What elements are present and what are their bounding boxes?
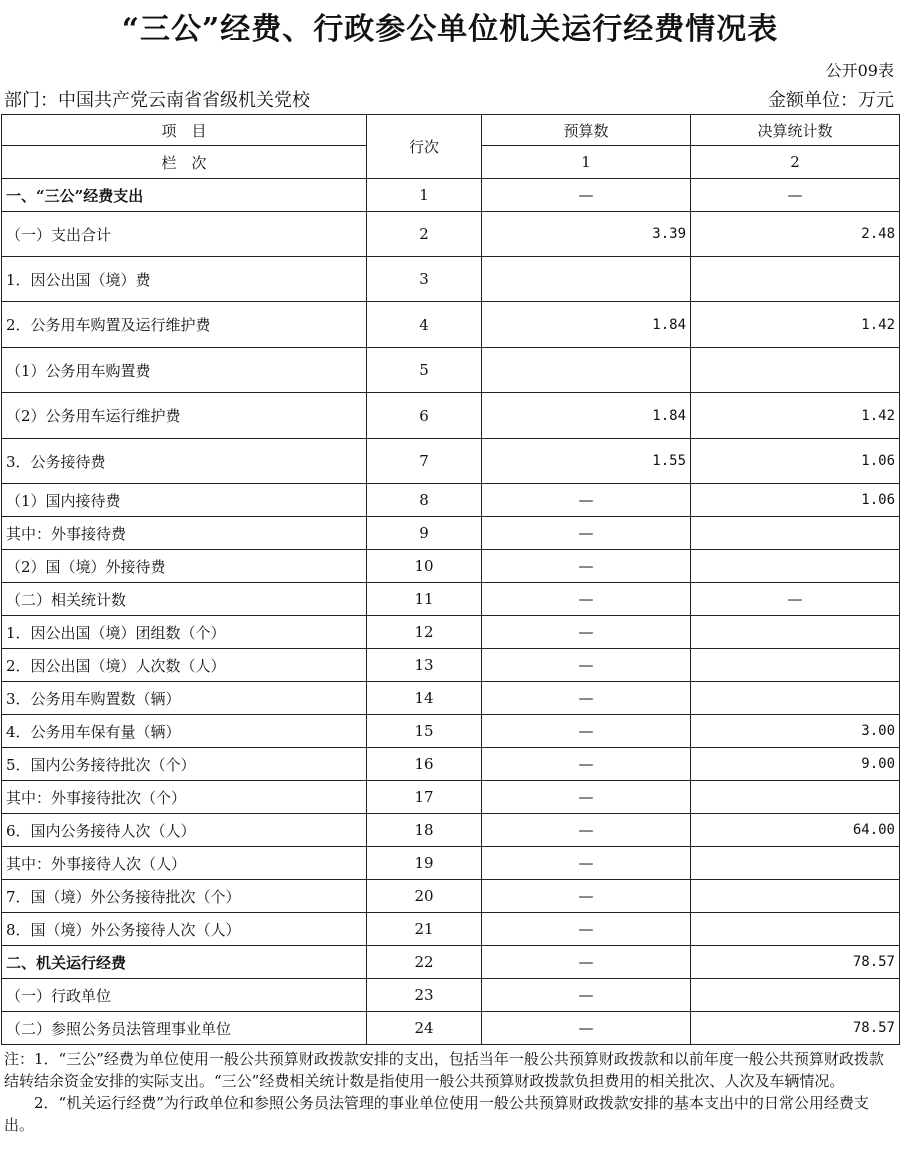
row-label: （1）国内接待费	[2, 484, 367, 517]
final-value	[691, 257, 900, 302]
row-label: （一）行政单位	[2, 979, 367, 1012]
final-value: 1.06	[691, 439, 900, 484]
row-label: 二、机关运行经费	[2, 946, 367, 979]
final-value	[691, 913, 900, 946]
budget-value: —	[482, 715, 691, 748]
table-row	[2, 649, 900, 682]
header-row-number: 行次	[367, 115, 482, 179]
final-value: 78.57	[691, 946, 900, 979]
row-label: 8．国（境）外公务接待人次（人）	[2, 913, 367, 946]
table-row	[2, 814, 900, 847]
table-row	[2, 715, 900, 748]
budget-value: —	[482, 814, 691, 847]
row-label: （2）国（境）外接待费	[2, 550, 367, 583]
row-label: 2．公务用车购置及运行维护费	[2, 302, 367, 348]
row-label: （1）公务用车购置费	[2, 348, 367, 393]
final-value	[691, 880, 900, 913]
row-number: 11	[367, 583, 482, 616]
final-value	[691, 847, 900, 880]
row-number: 19	[367, 847, 482, 880]
row-number: 12	[367, 616, 482, 649]
budget-value: —	[482, 1012, 691, 1045]
header-row	[2, 115, 900, 146]
row-number: 17	[367, 781, 482, 814]
budget-value: —	[482, 649, 691, 682]
budget-value: —	[482, 682, 691, 715]
budget-value: —	[482, 781, 691, 814]
row-number: 24	[367, 1012, 482, 1045]
final-value: 78.57	[691, 1012, 900, 1045]
table-row	[2, 517, 900, 550]
footnotes	[4, 1048, 894, 1136]
final-value	[691, 649, 900, 682]
budget-value: —	[482, 583, 691, 616]
row-number: 9	[367, 517, 482, 550]
final-value: 9.00	[691, 748, 900, 781]
budget-value: —	[482, 616, 691, 649]
row-number: 8	[367, 484, 482, 517]
table-row	[2, 682, 900, 715]
budget-value: —	[482, 484, 691, 517]
row-label: 3．公务用车购置数（辆）	[2, 682, 367, 715]
row-label: 其中：外事接待人次（人）	[2, 847, 367, 880]
row-label: 3．公务接待费	[2, 439, 367, 484]
note-2: 2．“机关运行经费”为行政单位和参照公务员法管理的事业单位使用一般公共预算财政拨款安排的基本支出中的日常公用经费支出。	[4, 1094, 869, 1134]
row-number: 20	[367, 880, 482, 913]
header-col2: 2	[691, 146, 900, 179]
budget-value: —	[482, 517, 691, 550]
table-row	[2, 583, 900, 616]
row-number: 5	[367, 348, 482, 393]
amount-unit-label: 金额单位：万元	[768, 90, 894, 111]
row-number: 23	[367, 979, 482, 1012]
budget-value: —	[482, 880, 691, 913]
table-row	[2, 1012, 900, 1045]
expense-table	[1, 114, 900, 1045]
final-value: —	[691, 179, 900, 212]
department-label: 部门：中国共产党云南省省级机关党校	[4, 90, 310, 111]
final-value	[691, 781, 900, 814]
row-label: 5．国内公务接待批次（个）	[2, 748, 367, 781]
table-row	[2, 348, 900, 393]
table-row	[2, 847, 900, 880]
final-value	[691, 682, 900, 715]
row-number: 14	[367, 682, 482, 715]
row-number: 6	[367, 393, 482, 439]
final-value: 1.42	[691, 302, 900, 348]
budget-value	[482, 257, 691, 302]
row-number: 16	[367, 748, 482, 781]
final-value	[691, 979, 900, 1012]
row-number: 22	[367, 946, 482, 979]
table-row	[2, 257, 900, 302]
row-label: 一、“三公”经费支出	[2, 179, 367, 212]
header-col1: 1	[482, 146, 691, 179]
budget-value: —	[482, 946, 691, 979]
row-number: 21	[367, 913, 482, 946]
row-number: 2	[367, 212, 482, 257]
budget-value: —	[482, 550, 691, 583]
budget-value: —	[482, 179, 691, 212]
row-number: 15	[367, 715, 482, 748]
budget-value: —	[482, 847, 691, 880]
header-budget: 预算数	[482, 115, 691, 146]
row-label: 2．因公出国（境）人次数（人）	[2, 649, 367, 682]
table-row	[2, 748, 900, 781]
row-label: 7．国（境）外公务接待批次（个）	[2, 880, 367, 913]
budget-value: 3.39	[482, 212, 691, 257]
table-row	[2, 212, 900, 257]
table-row	[2, 781, 900, 814]
page-title: “三公”经费、行政参公单位机关运行经费情况表	[121, 12, 779, 47]
row-label: 4．公务用车保有量（辆）	[2, 715, 367, 748]
table-row	[2, 979, 900, 1012]
header-column: 栏 次	[2, 146, 367, 179]
row-label: （2）公务用车运行维护费	[2, 393, 367, 439]
budget-value: 1.55	[482, 439, 691, 484]
note-1: 注：1．“三公”经费为单位使用一般公共预算财政拨款安排的支出，包括当年一般公共预算财政拨款和以前年度一般公共预算财政拨款结转结余资金安排的实际支出。“三公”经费相关统计数是指使用一般公共预算财政拨款负担费用的相关批次、人次及车辆情况。	[4, 1050, 884, 1090]
final-value	[691, 550, 900, 583]
row-label: 1．因公出国（境）费	[2, 257, 367, 302]
final-value: 1.06	[691, 484, 900, 517]
row-number: 7	[367, 439, 482, 484]
table-row	[2, 913, 900, 946]
table-row	[2, 484, 900, 517]
final-value: —	[691, 583, 900, 616]
budget-value: —	[482, 748, 691, 781]
table-row	[2, 946, 900, 979]
row-number: 10	[367, 550, 482, 583]
form-number: 公开09表	[825, 61, 894, 80]
row-label: 其中：外事接待批次（个）	[2, 781, 367, 814]
table-row	[2, 880, 900, 913]
budget-value: —	[482, 979, 691, 1012]
table-row	[2, 550, 900, 583]
final-value: 3.00	[691, 715, 900, 748]
table-row	[2, 179, 900, 212]
table-row	[2, 302, 900, 348]
table-row	[2, 439, 900, 484]
final-value	[691, 517, 900, 550]
header-final: 决算统计数	[691, 115, 900, 146]
table-row	[2, 393, 900, 439]
row-number: 4	[367, 302, 482, 348]
row-label: 1．因公出国（境）团组数（个）	[2, 616, 367, 649]
final-value: 1.42	[691, 393, 900, 439]
budget-value: 1.84	[482, 302, 691, 348]
header-item: 项 目	[2, 115, 367, 146]
row-number: 18	[367, 814, 482, 847]
row-number: 13	[367, 649, 482, 682]
row-number: 3	[367, 257, 482, 302]
final-value: 64.00	[691, 814, 900, 847]
budget-value: 1.84	[482, 393, 691, 439]
row-label: 6．国内公务接待人次（人）	[2, 814, 367, 847]
row-number: 1	[367, 179, 482, 212]
row-label: （一）支出合计	[2, 212, 367, 257]
final-value	[691, 348, 900, 393]
row-label: （二）相关统计数	[2, 583, 367, 616]
row-label: 其中：外事接待费	[2, 517, 367, 550]
table-row	[2, 616, 900, 649]
budget-value: —	[482, 913, 691, 946]
final-value: 2.48	[691, 212, 900, 257]
row-label: （二）参照公务员法管理事业单位	[2, 1012, 367, 1045]
budget-value	[482, 348, 691, 393]
final-value	[691, 616, 900, 649]
